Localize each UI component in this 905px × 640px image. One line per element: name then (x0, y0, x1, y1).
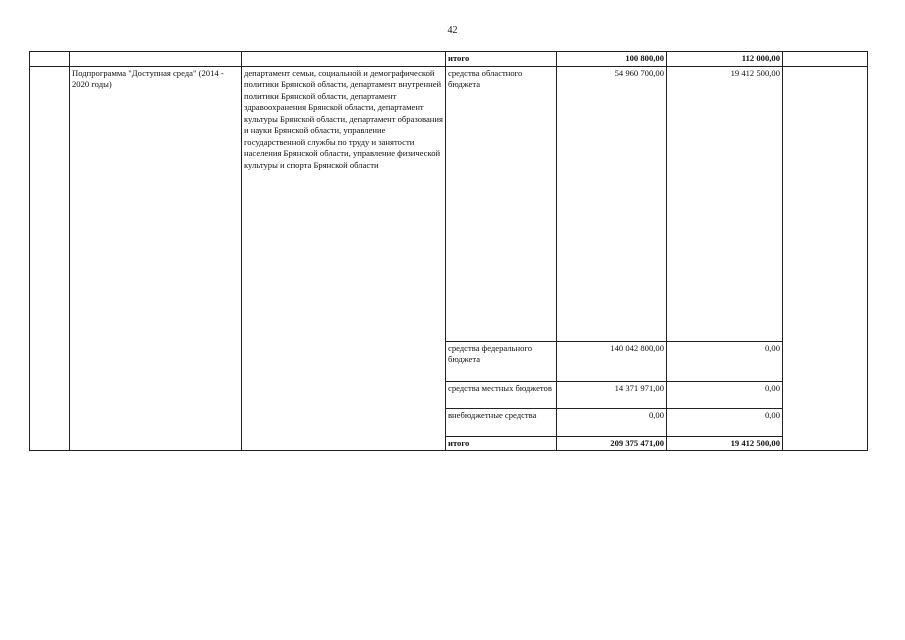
funding-value-2: 0,00 (667, 408, 783, 436)
program-executors: департамент семьи, социальной и демографической политики Брянской области, департамент внутренней политики Брянской области, департамент здравоохранения Брянской области, департамент культуры Брянской области, департамент образования и науки Брянской области, управление государственной службы по труду и занятости населения Брянской области, управление физической культуры и спорта Брянской области (242, 66, 446, 451)
total-value-2: 19 412 500,00 (667, 436, 783, 451)
funding-value-1: 54 960 700,00 (557, 66, 667, 341)
program-name: Подпрограмма "Доступная среда" (2014 - 2020 годы) (70, 66, 242, 451)
funding-source: внебюджетные средства (446, 408, 557, 436)
table-cell (783, 66, 868, 451)
table-row (30, 52, 868, 67)
table-cell (70, 52, 242, 67)
total-value-1: 209 375 471,00 (557, 436, 667, 451)
funding-source: средства федерального бюджета (446, 341, 557, 381)
funding-source: средства местных бюджетов (446, 381, 557, 408)
total-label: итого (446, 52, 557, 67)
funding-value-1: 140 042 800,00 (557, 341, 667, 381)
budget-table (29, 51, 868, 451)
page-number: 42 (447, 25, 458, 36)
funding-value-1: 0,00 (557, 408, 667, 436)
table-cell (30, 52, 70, 67)
table-cell (242, 52, 446, 67)
table-row (30, 66, 868, 341)
table-cell (783, 52, 868, 67)
table-cell (30, 66, 70, 451)
funding-value-2: 0,00 (667, 341, 783, 381)
funding-source: средства областного бюджета (446, 66, 557, 341)
total-label: итого (446, 436, 557, 451)
funding-value-1: 14 371 971,00 (557, 381, 667, 408)
total-value-1: 100 800,00 (557, 52, 667, 67)
total-value-2: 112 000,00 (667, 52, 783, 67)
funding-value-2: 0,00 (667, 381, 783, 408)
funding-value-2: 19 412 500,00 (667, 66, 783, 341)
